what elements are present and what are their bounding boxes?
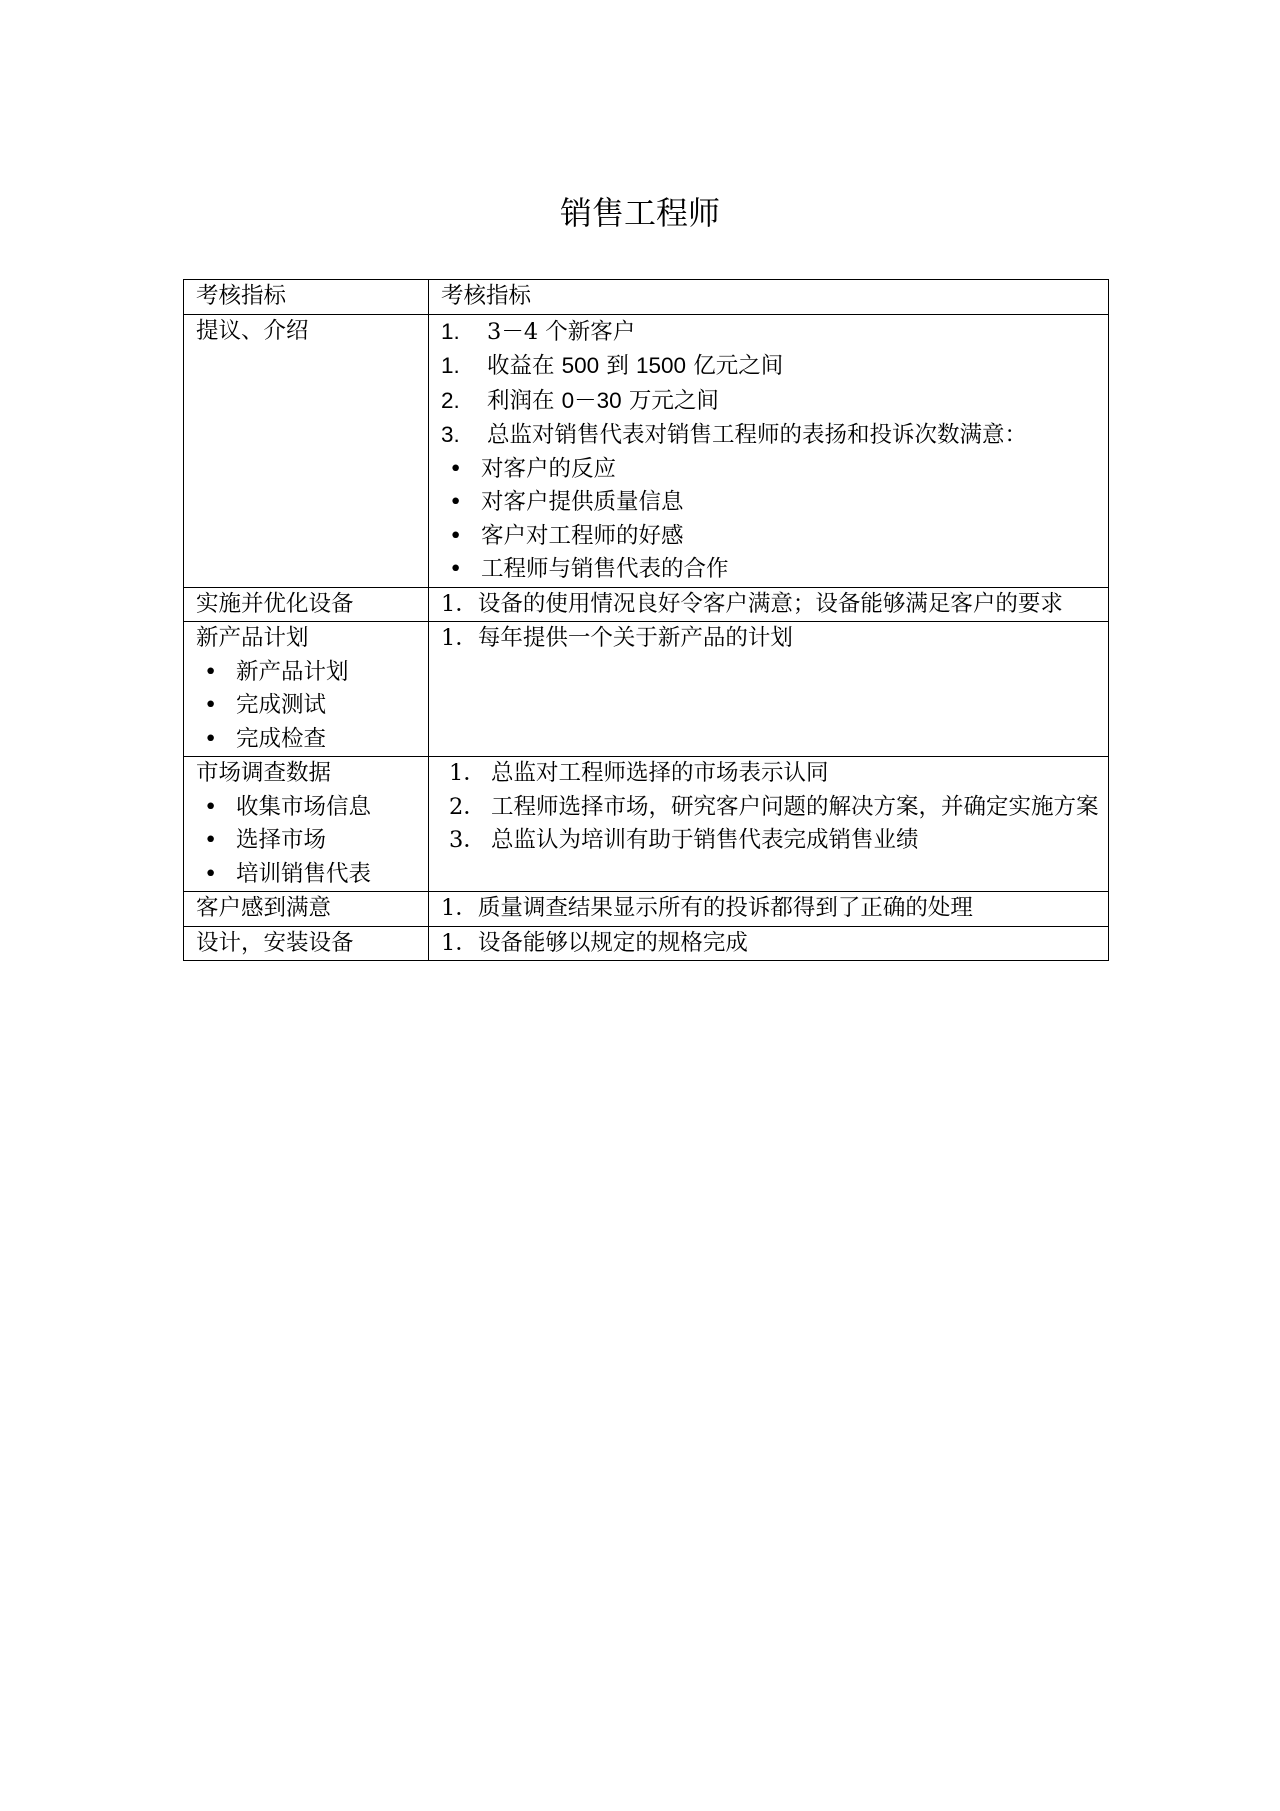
bullet-item	[441, 453, 1102, 487]
item-number: 3.	[441, 422, 460, 447]
bullet-icon: •	[204, 793, 218, 820]
bullet-text: 完成检查	[236, 725, 327, 752]
criteria-cell	[429, 757, 1109, 892]
indicator-cell: 客户感到满意	[184, 892, 429, 927]
item-number: 2.	[441, 387, 460, 413]
item-text: 质量调查结果显示所有的投诉都得到了正确的处理	[477, 895, 973, 921]
item-text: 万元之间	[621, 387, 719, 414]
header-cell: 考核指标	[429, 280, 1109, 315]
bullet-item	[441, 553, 1102, 587]
item-number: 3．	[449, 827, 486, 853]
item-text: 亿元之间	[686, 353, 784, 379]
criteria-cell	[429, 314, 1109, 587]
bullet-text: 完成测试	[236, 692, 327, 718]
bullet-text: 对客户提供质量信息	[481, 489, 684, 515]
bullet-item	[196, 858, 422, 892]
bullet-icon: •	[449, 522, 463, 549]
table-header-row	[184, 280, 1109, 315]
indicator-cell: 提议、介绍	[184, 314, 429, 587]
indicator-cell: 设计，安装设备	[184, 926, 429, 961]
bullet-text: 选择市场	[236, 827, 327, 853]
bullet-icon: •	[449, 489, 463, 515]
table-row	[184, 622, 1109, 757]
bullet-text: 对客户的反应	[481, 455, 617, 482]
kpi-table	[183, 279, 1109, 961]
indicator-cell	[184, 622, 429, 757]
bullet-icon: •	[449, 556, 463, 582]
bullet-icon: •	[204, 692, 218, 718]
item-text: 设备的使用情况良好令客户满意；设备能够满足客户的要求	[477, 590, 1063, 617]
list-item	[441, 824, 1102, 858]
criteria-line	[441, 418, 1102, 453]
item-text: 每年提供一个关于新产品的计划	[477, 625, 793, 651]
item-text: 利润在	[487, 387, 562, 414]
bullet-item	[196, 824, 422, 858]
item-text: 收益在	[487, 353, 562, 379]
item-text: 到	[599, 353, 637, 379]
item-number: 1．	[441, 625, 478, 651]
bullet-icon: •	[204, 658, 218, 685]
criteria-line	[441, 384, 1102, 419]
item-number: 1．	[441, 929, 478, 956]
item-number: 1.	[441, 353, 460, 378]
indicator-cell: 实施并优化设备	[184, 587, 429, 622]
criteria-cell	[429, 587, 1109, 622]
criteria-line	[441, 349, 1102, 384]
item-text: 总监对销售代表对销售工程师的表扬和投诉次数满意：	[487, 422, 1028, 448]
bullet-item	[196, 723, 422, 757]
bullet-text: 培训销售代表	[236, 860, 372, 887]
bullet-text: 收集市场信息	[236, 793, 372, 820]
item-text: 工程师选择市场，研究客户问题的解决方案，并确定实施方案	[491, 793, 1099, 820]
bullet-icon: •	[204, 827, 218, 853]
item-text: 总监对工程师选择的市场表示认同	[491, 760, 829, 786]
bullet-item	[196, 656, 422, 690]
header-cell: 考核指标	[184, 280, 429, 315]
item-number: 1．	[449, 760, 486, 786]
item-number: 2．	[449, 793, 486, 820]
criteria-text	[441, 591, 1063, 617]
indicator-title: 市场调查数据	[196, 760, 332, 786]
table-row	[184, 314, 1109, 587]
item-value: 500	[561, 353, 600, 378]
bullet-text: 工程师与销售代表的合作	[481, 556, 729, 582]
criteria-cell	[429, 926, 1109, 961]
table-row	[184, 892, 1109, 927]
criteria-cell	[429, 622, 1109, 757]
table-row	[184, 926, 1109, 961]
bullet-item	[441, 486, 1102, 520]
list-item	[441, 757, 1102, 791]
criteria-line	[441, 315, 1102, 350]
table-row	[184, 587, 1109, 622]
bullet-text: 客户对工程师的好感	[481, 522, 684, 549]
table-row	[184, 757, 1109, 892]
indicator-title: 新产品计划	[196, 625, 309, 651]
list-item	[441, 791, 1102, 825]
item-value: 0－30	[561, 387, 622, 413]
item-text: 总监认为培训有助于销售代表完成销售业绩	[491, 827, 919, 853]
bullet-item	[196, 791, 422, 825]
bullet-text: 新产品计划	[236, 658, 349, 685]
document-title: 销售工程师	[559, 194, 720, 232]
item-number: 1．	[441, 895, 478, 921]
bullet-icon: •	[449, 455, 463, 482]
bullet-item	[441, 520, 1102, 554]
bullet-item	[196, 689, 422, 723]
criteria-cell	[429, 892, 1109, 927]
item-text: 3－4 个新客户	[487, 318, 636, 345]
item-number: 1.	[441, 318, 460, 344]
indicator-cell	[184, 757, 429, 892]
item-text: 设备能够以规定的规格完成	[477, 929, 748, 956]
item-value: 1500	[636, 353, 687, 378]
item-number: 1．	[441, 590, 478, 617]
bullet-icon: •	[204, 725, 218, 752]
bullet-icon: •	[204, 860, 218, 887]
